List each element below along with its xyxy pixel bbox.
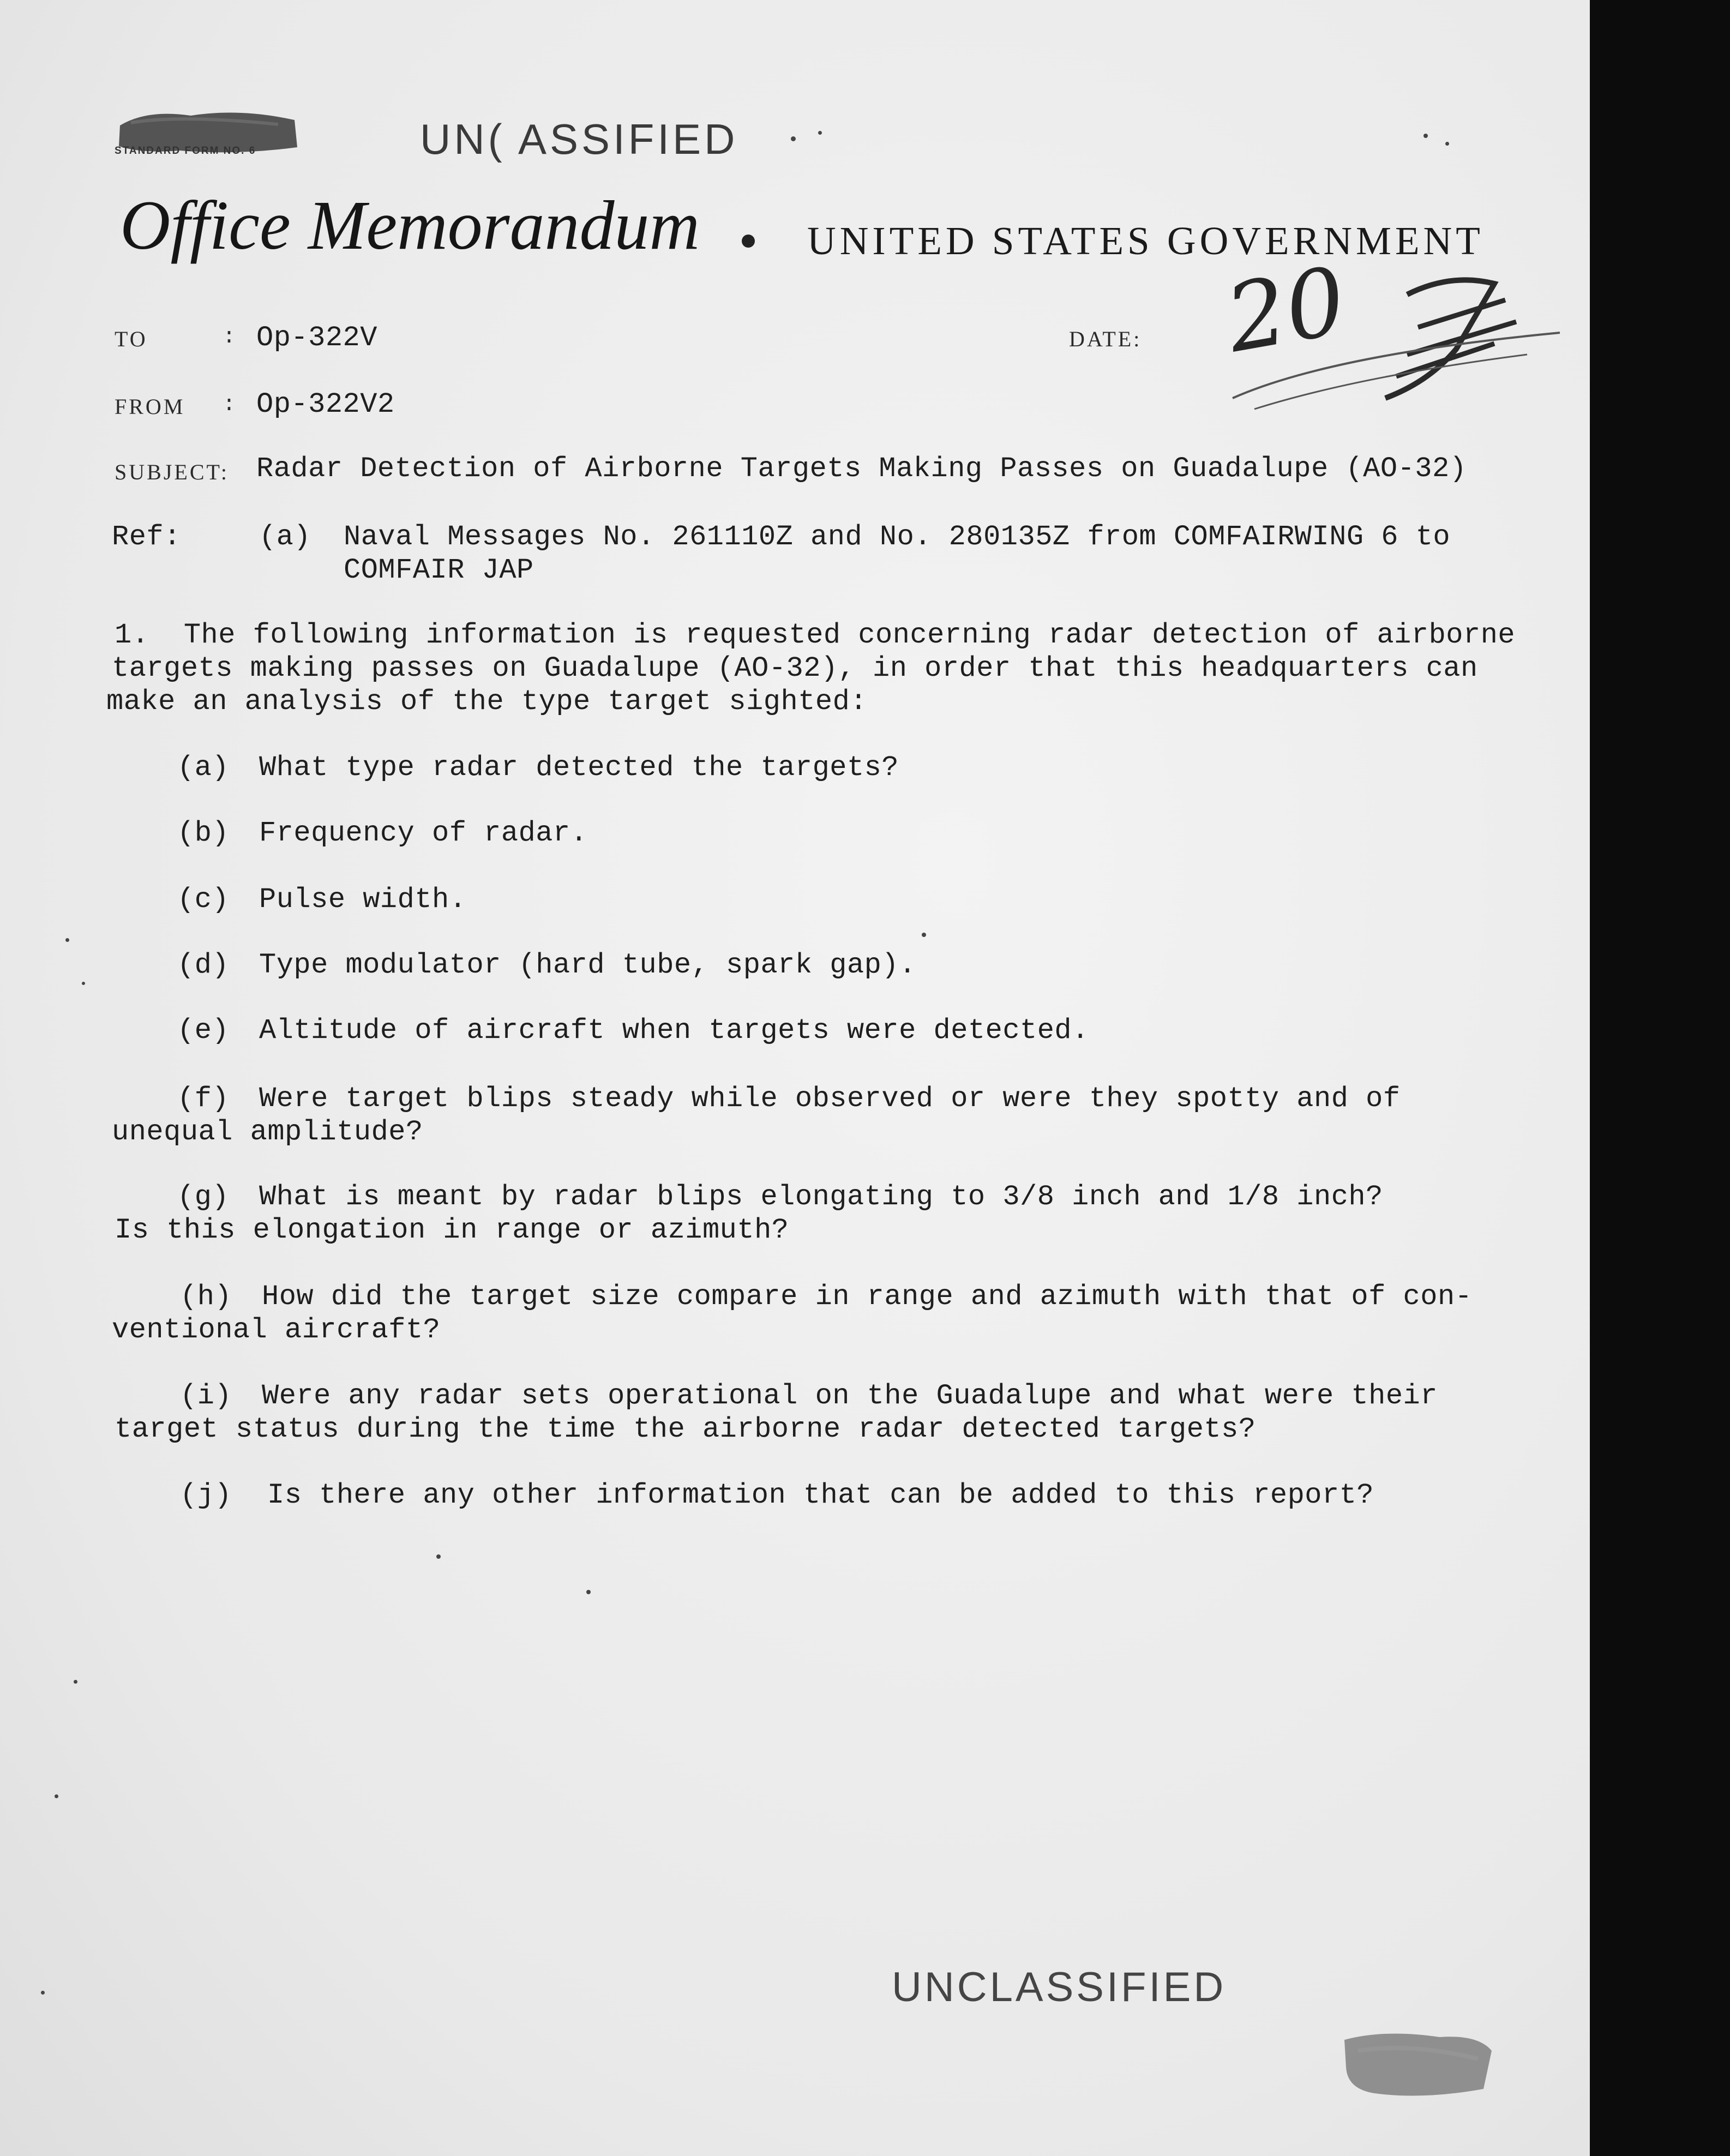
item-f-marker: (f) xyxy=(177,1083,230,1115)
para1-line: 1. The following information is requested concerning radar detection of airborne xyxy=(115,619,1516,651)
classification-stamp-bottom: UNCLASSIFIED xyxy=(892,1964,1227,2010)
item-f-text: unequal amplitude? xyxy=(112,1116,423,1148)
date-handwritten: 20 xyxy=(1218,247,1354,374)
item-c-marker: (c) xyxy=(177,884,230,916)
item-d-marker: (d) xyxy=(177,949,230,981)
item-b-marker: (b) xyxy=(177,817,230,849)
para1-line: targets making passes on Guadalupe (AO-32), in order that this headquarters can xyxy=(112,652,1478,684)
scan-speck xyxy=(1445,142,1449,146)
scan-speck xyxy=(55,1794,58,1798)
standard-form-label: STANDARD FORM NO. 6 xyxy=(115,145,256,157)
scan-speck xyxy=(436,1554,441,1559)
memo-title: Office Memorandum xyxy=(120,187,700,264)
standard-form-stamp xyxy=(115,104,300,158)
item-g-marker: (g) xyxy=(177,1181,230,1213)
item-b-text: Frequency of radar. xyxy=(259,817,588,849)
ref-item-marker: (a) xyxy=(259,521,311,553)
ref-line-1: Naval Messages No. 261110Z and No. 280135Z from COMFAIRWING 6 to xyxy=(344,521,1451,553)
from-colon: : xyxy=(223,393,236,417)
scan-dark-margin xyxy=(1590,0,1730,2156)
item-e-text: Altitude of aircraft when targets were detected. xyxy=(259,1014,1089,1047)
scan-speck xyxy=(65,938,69,942)
classification-stamp-top: UN( ASSIFIED xyxy=(420,115,738,163)
item-h-text: ventional aircraft? xyxy=(112,1314,441,1346)
government-heading: UNITED STATES GOVERNMENT xyxy=(807,219,1484,263)
item-h-marker: (h) xyxy=(180,1281,232,1313)
item-h-text: How did the target size compare in range and azimuth with that of con- xyxy=(262,1281,1473,1313)
subject-value: Radar Detection of Airborne Targets Making Passes on Guadalupe (AO-32) xyxy=(256,453,1467,485)
item-i-marker: (i) xyxy=(180,1380,232,1412)
item-i-text: target status during the time the airborne radar detected targets? xyxy=(115,1413,1256,1445)
para1-line: make an analysis of the type target sighted: xyxy=(106,686,868,718)
scan-speck xyxy=(74,1680,77,1684)
scan-speck xyxy=(82,982,85,985)
scan-speck xyxy=(818,131,822,135)
to-colon: : xyxy=(223,325,236,350)
title-bullet xyxy=(742,235,755,248)
date-label: DATE: xyxy=(1069,327,1142,351)
item-f-text: Were target blips steady while observed or were they spotty and of xyxy=(259,1083,1401,1115)
item-a-marker: (a) xyxy=(177,752,230,784)
scan-speck xyxy=(586,1590,591,1594)
item-i-text: Were any radar sets operational on the Guadalupe and what were their xyxy=(262,1380,1438,1412)
item-d-text: Type modulator (hard tube, spark gap). xyxy=(259,949,916,981)
ref-line-2: COMFAIR JAP xyxy=(344,554,534,586)
scan-speck xyxy=(1423,134,1428,138)
item-g-text: Is this elongation in range or azimuth? xyxy=(115,1214,789,1246)
to-label: TO xyxy=(115,327,148,351)
from-value: Op-322V2 xyxy=(256,388,395,421)
ref-label: Ref: xyxy=(112,521,181,553)
item-c-text: Pulse width. xyxy=(259,884,467,916)
from-label: FROM xyxy=(115,394,185,419)
item-e-marker: (e) xyxy=(177,1014,230,1047)
item-j-marker: (j) xyxy=(180,1479,232,1511)
bottom-smudge-mark xyxy=(1342,2029,1494,2100)
date-scribble xyxy=(1222,262,1571,425)
item-a-text: What type radar detected the targets? xyxy=(259,752,899,784)
item-j-text: Is there any other information that can be added to this report? xyxy=(267,1479,1374,1511)
item-g-text: What is meant by radar blips elongating to 3/8 inch and 1/8 inch? xyxy=(259,1181,1383,1213)
to-value: Op-322V xyxy=(256,322,377,354)
scan-speck xyxy=(922,933,926,937)
scan-speck xyxy=(791,136,796,141)
subject-label: SUBJECT: xyxy=(115,460,230,484)
scan-speck xyxy=(41,1991,45,1995)
